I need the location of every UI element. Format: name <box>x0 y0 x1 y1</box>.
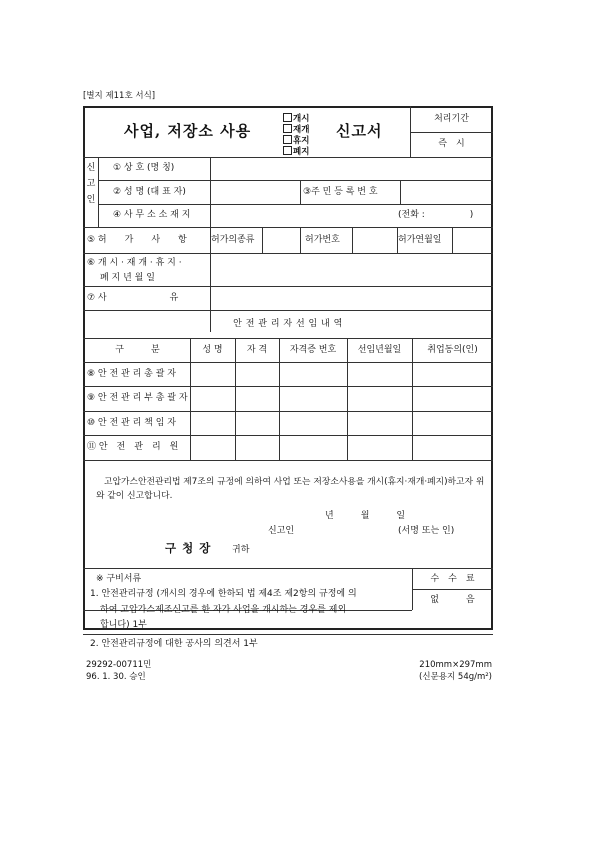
footer-paper: (신문용지 54g/m²) <box>419 672 492 682</box>
field-dates[interactable] <box>212 255 491 285</box>
rule <box>83 460 493 461</box>
col-header-appointment-date: 선임년월일 <box>357 345 402 355</box>
rule <box>262 227 263 253</box>
footer-approval: 96. 1. 30. 승인 <box>86 672 146 682</box>
docs-item-1-line-2: 하여 고압가스제조신고를 한 자가 사업을 개시하는 경우를 제외 <box>100 605 347 615</box>
label-dates-line2: 폐 지 년 월 일 <box>100 273 155 283</box>
docs-item-1-line-1: 1. 안전관리규정 (개시의 경우에 한하되 법 제4조 제2항의 규정에 의 <box>90 589 357 599</box>
col-header-license-number: 자격증 번호 <box>289 345 337 355</box>
rule <box>83 362 493 363</box>
label-resident-number: ③주 민 등 록 번 호 <box>303 187 378 197</box>
rule <box>83 286 493 287</box>
table-row: ⑨ 안 전 관 리 부 총 괄 자 <box>87 393 188 403</box>
safety-heading: 안 전 관 리 자 선 임 내 역 <box>233 319 343 329</box>
fee-value: 없 음 <box>430 595 475 605</box>
rule <box>98 204 493 205</box>
col-header-consent: 취업동의(인) <box>427 345 478 355</box>
rule <box>190 338 191 460</box>
rule <box>83 634 493 635</box>
rule <box>352 227 353 253</box>
status-option-suspend[interactable]: 휴지 <box>283 135 309 146</box>
label-reason: ⑦ 사 유 <box>87 293 179 303</box>
label-permit: ⑤ 허 가 사 항 <box>87 235 187 245</box>
label-representative: ② 성 명 (대 표 자) <box>113 187 186 197</box>
footer-code: 29292-00711민 <box>86 660 152 670</box>
label-permit-date: 허가연월일 <box>398 235 442 245</box>
table-row: ⑪ 안 전 관 리 원 <box>87 442 179 452</box>
field-permit-date[interactable] <box>454 229 491 251</box>
title-left: 사업, 저장소 사용 <box>124 122 252 140</box>
rule <box>83 253 493 254</box>
signature-note: (서명 또는 인) <box>398 526 455 536</box>
checkbox[interactable] <box>283 124 292 133</box>
rule <box>400 180 401 204</box>
label-permit-number: 허가번호 <box>305 235 340 245</box>
rule <box>300 227 301 253</box>
label-address: ④ 사 무 소 소 재 지 <box>113 210 191 220</box>
table-row: ⑧ 안 전 관 리 총 괄 자 <box>87 369 176 379</box>
fee-label: 수 수 료 <box>430 574 475 584</box>
status-option-resume[interactable]: 재개 <box>283 124 309 135</box>
label-name: ① 상 호 (명 칭) <box>113 163 175 173</box>
rule <box>279 338 280 460</box>
recipient: 구 청 장 <box>165 541 212 555</box>
rule <box>83 386 493 387</box>
col-header-name: 성 명 <box>202 345 223 355</box>
docs-item-2: 2. 안전관리규정에 대한 공사의 의견서 1부 <box>90 639 258 649</box>
rule <box>98 157 99 227</box>
rule <box>347 338 348 460</box>
footer-size: 210mm×297mm <box>419 660 492 670</box>
rule <box>452 227 453 253</box>
field-resident-number[interactable] <box>402 182 491 202</box>
checkbox[interactable] <box>283 113 292 122</box>
rule <box>83 411 493 412</box>
processing-label: 처리기간 <box>434 114 469 124</box>
label-permit-type: 허가의종류 <box>211 235 255 245</box>
table-row: ⑩ 안 전 관 리 책 임 자 <box>87 418 176 428</box>
col-header-qualification: 자 격 <box>246 345 268 355</box>
title-right: 신고서 <box>336 122 383 140</box>
rule <box>300 180 301 204</box>
status-option-open[interactable]: 개시 <box>283 113 309 124</box>
rule <box>83 435 493 436</box>
rule <box>83 310 493 311</box>
processing-value: 즉 시 <box>438 139 465 149</box>
rule <box>412 589 493 590</box>
rule <box>83 568 493 569</box>
reporter-label: 신고인 <box>268 526 295 536</box>
statement-text: 고압가스안전관리법 제7조의 규정에 의하여 사업 또는 저장소사용을 개시(휴지·재개·폐지)하고자 위와 같이 신고합니다. <box>96 477 485 501</box>
reporter-field[interactable] <box>300 522 395 538</box>
status-option-close[interactable]: 폐지 <box>283 146 309 157</box>
field-permit-type[interactable] <box>264 229 298 251</box>
field-address[interactable] <box>212 206 392 226</box>
date-line: 년 월 일 <box>325 511 406 521</box>
field-name[interactable] <box>212 159 491 179</box>
rule <box>235 338 236 460</box>
rule <box>98 180 493 181</box>
recipient-suffix: 귀하 <box>232 545 250 555</box>
checkbox[interactable] <box>283 146 292 155</box>
field-representative[interactable] <box>212 182 298 202</box>
rule <box>83 227 493 228</box>
docs-heading: ※ 구비서류 <box>96 574 142 584</box>
label-dates-line1: ⑥ 개 시 · 재 개 · 휴 지 · <box>87 258 182 268</box>
col-header-category: 구 분 <box>115 345 160 355</box>
rule <box>412 338 413 460</box>
docs-item-1-line-3: 합니다) 1부 <box>100 620 147 630</box>
phone-field[interactable]: (전화 : ) <box>398 210 474 220</box>
rule <box>210 157 211 227</box>
rule <box>83 338 493 339</box>
form-code: [별지 제11호 서식] <box>83 91 156 101</box>
field-reason[interactable] <box>212 288 491 308</box>
rule <box>83 157 493 158</box>
rule <box>410 132 493 133</box>
status-options <box>283 113 309 157</box>
reporter-side-label: 신고인 <box>86 163 96 205</box>
checkbox[interactable] <box>283 135 292 144</box>
field-permit-number[interactable] <box>354 229 395 251</box>
